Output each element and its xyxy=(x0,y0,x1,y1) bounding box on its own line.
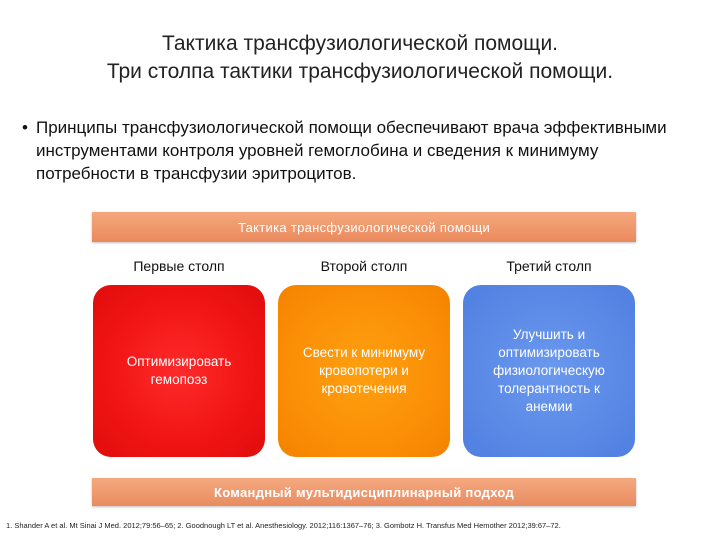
pillar-3-text: Улучшить и оптимизировать физиологическую толерантность к анемии xyxy=(493,327,605,414)
pillar-2-heading: Второй столп xyxy=(320,258,408,274)
tactics-banner: Тактика трансфузиологической помощи xyxy=(92,212,636,242)
slide-title xyxy=(0,30,720,86)
bullet-text: Принципы трансфузиологической помощи обеспечивают врача эффективными инструментами контроля уровней гемоглобина и сведения к минимуму потребности в трансфузии эритроцитов. xyxy=(36,118,667,183)
slide-title-line-1: Тактика трансфузиологической помощи. xyxy=(161,32,559,55)
team-approach-banner: Командный мультидисциплинарный подход xyxy=(92,478,636,506)
pillar-3-box xyxy=(463,285,635,457)
pillar-2-text: Свести к минимуму кровопотери и кровотечения xyxy=(302,345,426,396)
pillar-3-heading: Третий столп xyxy=(506,258,592,274)
references-footnote: 1. Shander A et al. Mt Sinai J Med. 2012;79:56–65; 2. Goodnough LT et al. Anesthesiology. 2012;116:1367–76; 3. Gombotz H. Transfus Med Hemother 2012;39:67–72. xyxy=(6,521,561,530)
bullet-symbol: • xyxy=(22,118,28,137)
bullet-point xyxy=(22,116,682,185)
pillar-1-heading: Первые столп xyxy=(133,258,225,274)
pillar-1-box xyxy=(93,285,265,457)
slide-title-line-2: Три столпа тактики трансфузиологической помощи. xyxy=(106,60,614,83)
pillar-1-text: Оптимизировать гемопоэз xyxy=(126,354,232,387)
pillar-2-box xyxy=(278,285,450,457)
